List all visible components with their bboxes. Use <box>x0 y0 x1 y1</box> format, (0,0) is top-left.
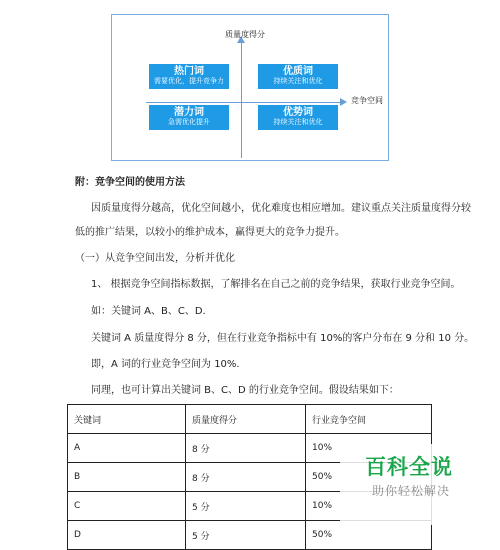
section-heading: 附：竞争空间的使用方法 <box>75 177 185 188</box>
result-text: 即，A 词的行业竞争空间为 10%. <box>91 359 240 370</box>
table-cell: 8 分 <box>186 463 306 492</box>
table-cell: 50% <box>306 521 432 550</box>
table-cell: 5 分 <box>186 492 306 521</box>
step-text: 1、 根据竞争空间指标数据，了解排名在自己之前的竞争结果，获取行业竞争空间。 <box>91 279 461 290</box>
table-header-cell: 质量度得分 <box>186 405 306 434</box>
detail-text: 关键词 A 质量度得分 8 分，但在行业竞争指标中有 10%的客户分布在 9 分和 10 分。 <box>91 333 475 344</box>
table-cell: C <box>68 492 186 521</box>
quadrant-quality <box>258 64 338 89</box>
quadrant-title: 优质词 <box>283 66 313 77</box>
table-cell: 10% <box>306 434 432 463</box>
x-axis <box>146 102 342 103</box>
subsection-title: （一）从竞争空间出发，分析并优化 <box>75 253 235 264</box>
table-header-row <box>68 405 432 434</box>
quadrant-title: 优势词 <box>283 107 313 118</box>
y-axis <box>241 40 242 158</box>
similar-text: 同理，也可计算出关键词 B、C、D 的行业竞争空间。假设结果如下： <box>91 385 399 396</box>
x-axis-arrow-icon <box>340 98 347 106</box>
watermark-logo: 百科全说 <box>365 455 453 479</box>
quadrant-advantage <box>258 105 338 130</box>
quadrant-title: 潜力词 <box>174 107 204 118</box>
table-cell: B <box>68 463 186 492</box>
quadrant-desc: 急需优化提升 <box>168 118 210 126</box>
watermark-slogan: 助你轻松解决 <box>372 484 451 498</box>
quadrant-hot <box>149 64 229 89</box>
example-text: 如：关键词 A、B、C、D. <box>91 306 206 317</box>
table-cell: 5 分 <box>186 521 306 550</box>
table-cell: 8 分 <box>186 434 306 463</box>
table-cell: A <box>68 434 186 463</box>
quadrant-desc: 持续关注和优化 <box>273 118 323 126</box>
table-cell: 10% <box>306 492 432 521</box>
quadrant-title: 热门词 <box>174 66 204 77</box>
x-axis-label: 竞争空间 <box>351 96 383 105</box>
table-header-cell: 关键词 <box>68 405 186 434</box>
quadrant-desc: 需要优化，提升竞争力 <box>154 77 224 85</box>
y-axis-label: 质量度得分 <box>225 30 265 39</box>
paragraph-line: 因质量度得分越高，优化空间越小，优化难度也相应增加。建议重点关注质量度得分较 <box>91 203 471 214</box>
table-header-cell: 行业竞争空间 <box>306 405 432 434</box>
quadrant-desc: 持续关注和优化 <box>273 77 323 85</box>
paragraph-line: 低的推广结果，以较小的维护成本，赢得更大的竞争力提升。 <box>75 227 345 238</box>
table-cell: 50% <box>306 463 432 492</box>
quadrant-potential <box>149 105 229 130</box>
table-cell: D <box>68 521 186 550</box>
